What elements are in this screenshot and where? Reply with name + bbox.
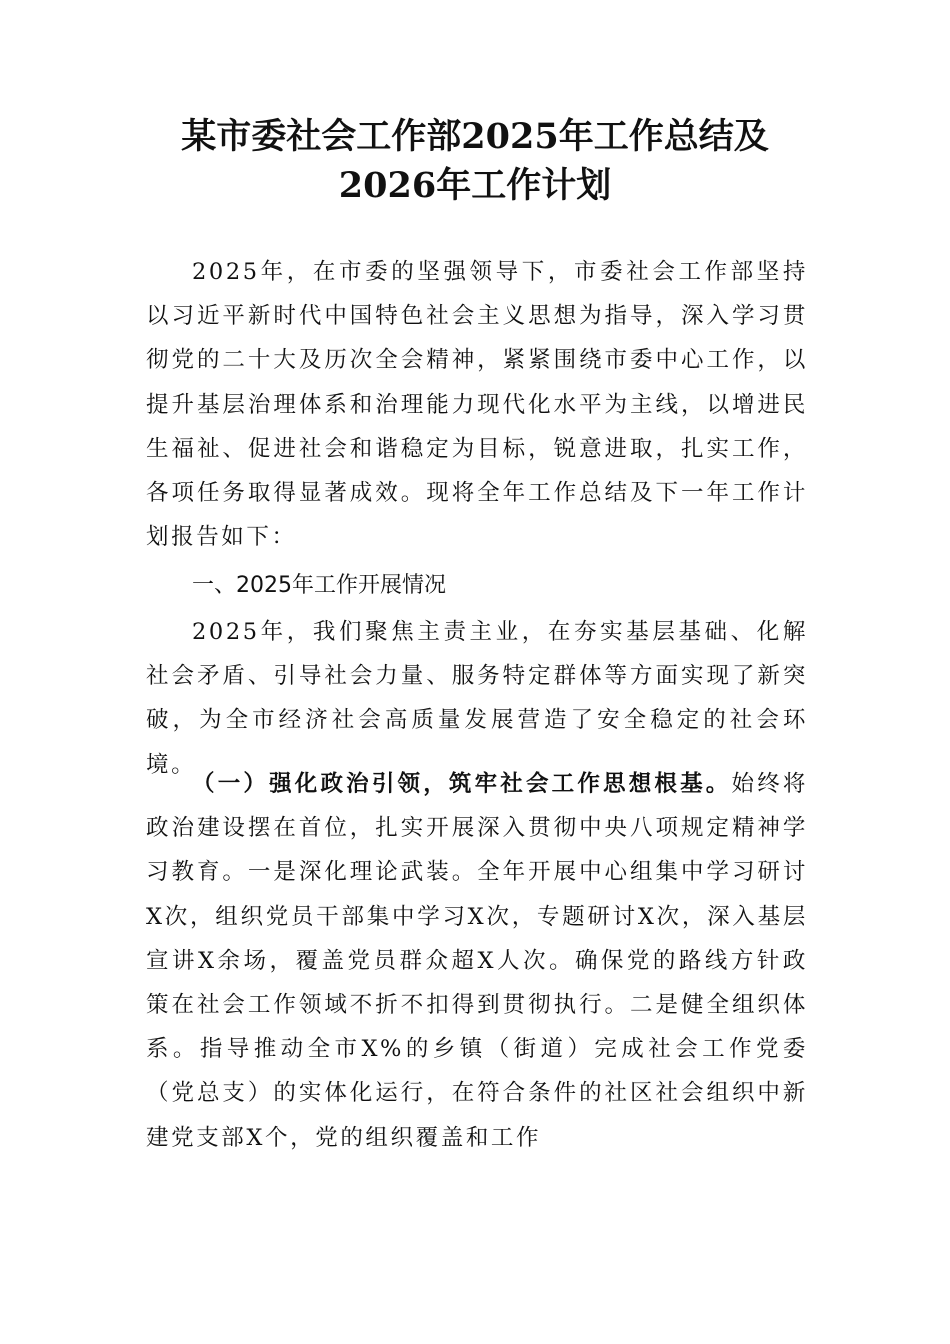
intro-paragraph: 2025年，在市委的坚强领导下，市委社会工作部坚持以习近平新时代中国特色社会主义思想为指导，深入学习贯彻党的二十大及历次全会精神，紧紧围绕市委中心工作，以提升基层治理体系和治理能力现代化水平为主线，以增进民生福祉、促进社会和谐稳定为目标，锐意进取，扎实工作，各项任务取得显著成效。现将全年工作总结及下一年工作计划报告如下： [146, 259, 808, 551]
document-title: 某市委社会工作部2025年工作总结及2026年工作计划 [181, 116, 769, 206]
subsection-1-paragraph [146, 762, 808, 1160]
section-heading-1: 一、2025年工作开展情况 [192, 573, 446, 598]
section-1-paragraph: 2025年，我们聚焦主责主业，在夯实基层基础、化解社会矛盾、引导社会力量、服务特定群体等方面实现了新突破，为全市经济社会高质量发展营造了安全稳定的社会环境。 [146, 619, 808, 778]
subsection-1-lead: （一）强化政治引领，筑牢社会工作思想根基。 [192, 771, 732, 797]
subsection-1-body: 始终将政治建设摆在首位，扎实开展深入贯彻中央八项规定精神学习教育。一是深化理论武装。全年开展中心组集中学习研讨X次，组织党员干部集中学习X次，专题研讨X次，深入基层宣讲X余场，覆盖党员群众超X人次。确保党的路线方针政策在社会工作领域不折不扣得到贯彻执行。二是健全组织体系。指导推动全市X%的乡镇（街道）完成社会工作党委（党总支）的实体化运行，在符合条件的社区社会组织中新建党支部X个，党的组织覆盖和工作 [146, 771, 808, 1151]
